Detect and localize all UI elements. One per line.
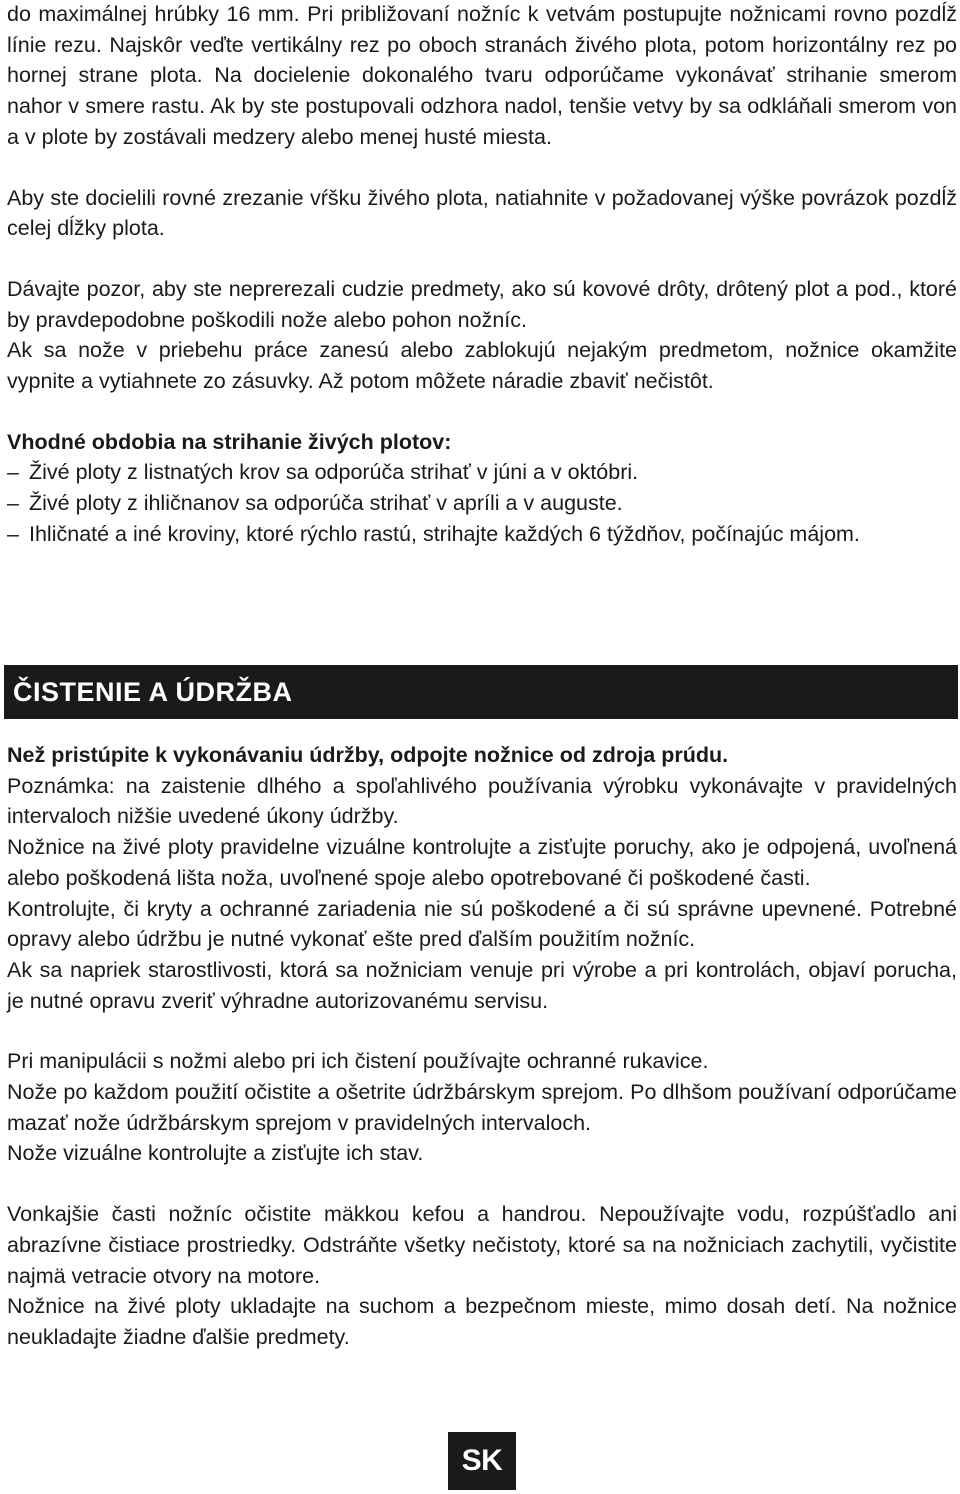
maintenance-note: Poznámka: na zaistenie dlhého a spoľahlivého používania výrobku vykonávajte v pravidelných intervaloch nižšie uvedené úkony údržby. — [7, 773, 957, 829]
upper-text — [7, 0, 957, 550]
maintenance-text — [7, 740, 957, 1353]
paragraph-string-line: Aby ste docielili rovné zrezanie vŕšku živého plota, natiahnite v požadovanej výške povrázok pozdĺž celej dĺžky plota. — [7, 185, 957, 241]
dash-marker: – — [7, 460, 19, 485]
seasons-heading: Vhodné obdobia na strihanie živých plotov: — [7, 429, 452, 454]
list-item — [7, 488, 957, 519]
maintenance-covers: Kontrolujte, či kryty a ochranné zariadenia nie sú poškodené a či sú správne upevnené. Potrebné opravy alebo údržbu je nutné vykonať ešte pred ďalším použitím nožníc. — [7, 896, 957, 952]
blades-spray: Nože po každom použití očistite a ošetrite údržbárskym sprejom. Po dlhšom používaní odporúčame mazať nože údržbárskym sprejom v pravidelných intervaloch. — [7, 1080, 957, 1135]
list-item — [7, 519, 957, 550]
maintenance-warning: Než pristúpite k vykonávaniu údržby, odpojte nožnice od zdroja prúdu. — [7, 743, 729, 767]
blades-inspect: Nože vizuálne kontrolujte a zisťujte ich stav. — [7, 1141, 424, 1166]
list-item-text: Živé ploty z ihličnanov sa odporúča strihať v apríli a v auguste. — [29, 491, 623, 516]
blades-gloves: Pri manipulácii s nožmi alebo pri ich čistení používajte ochranné rukavice. — [7, 1049, 709, 1074]
paragraph-blocked-blades: Ak sa nože v priebehu práce zanesú alebo zablokujú nejakým predmetom, nožnice okamžite vypnite a vytiahnete zo zásuvky. Až potom môžete náradie zbaviť nečistôt. — [7, 338, 957, 394]
maintenance-inspection: Nožnice na živé ploty pravidelne vizuálne kontrolujte a zisťujte poruchy, ako je odpojená, uvoľnená alebo poškodená lišta noža, uvoľnené spoje alebo opotrebované či poškodené časti. — [7, 835, 957, 890]
list-item-text: Ihličnaté a iné kroviny, ktoré rýchlo rastú, strihajte každých 6 týždňov, počínajúc májom. — [29, 521, 860, 546]
paragraph-cutting: do maximálnej hrúbky 16 mm. Pri približovaní nožníc k vetvám postupujte nožnicami rovno pozdĺž línie rezu. Najskôr veďte vertikálny rez po oboch stranách živého plota, potom horizontálny rez po hornej strane plota. Na docielenie dokonalého tvaru odporúčame vykonávať strihanie smerom nahor v smere rastu. Ak by ste postupovali odzhora nadol, tenšie vetvy by sa odkláňali smerom von a v plote by zostávali medzery alebo menej husté miesta. — [7, 2, 957, 149]
paragraph-foreign-objects: Dávajte pozor, aby ste neprerezali cudzie predmety, ako sú kovové drôty, drôtený plot a pod., ktoré by pravdepodobne poškodili nože alebo pohon nožníc. — [7, 276, 957, 332]
cleaning-exterior: Vonkajšie časti nožníc očistite mäkkou kefou a handrou. Nepoužívajte vodu, rozpúšťadlo ani abrazívne čistiace prostriedky. Odstráňte všetky nečistoty, ktoré sa na nožniciach zachytili, vyčistite najmä vetracie otvory na motore. — [7, 1202, 957, 1288]
list-item-text: Živé ploty z listnatých krov sa odporúča strihať v júni a v októbri. — [29, 460, 639, 485]
maintenance-service: Ak sa napriek starostlivosti, ktorá sa nožniciam venuje pri výrobe a pri kontrolách, objaví porucha, je nutné opravu zveriť výhradne autorizovanému servisu. — [7, 957, 957, 1013]
list-item — [7, 457, 957, 488]
dash-marker: – — [7, 521, 19, 546]
dash-marker: – — [7, 491, 19, 516]
language-badge: SK — [448, 1432, 516, 1490]
cleaning-storage: Nožnice na živé ploty ukladajte na suchom a bezpečnom mieste, mimo dosah detí. Na nožnice neukladajte žiadne ďalšie predmety. — [7, 1294, 957, 1349]
section-title-bar: ČISTENIE A ÚDRŽBA — [4, 665, 958, 719]
